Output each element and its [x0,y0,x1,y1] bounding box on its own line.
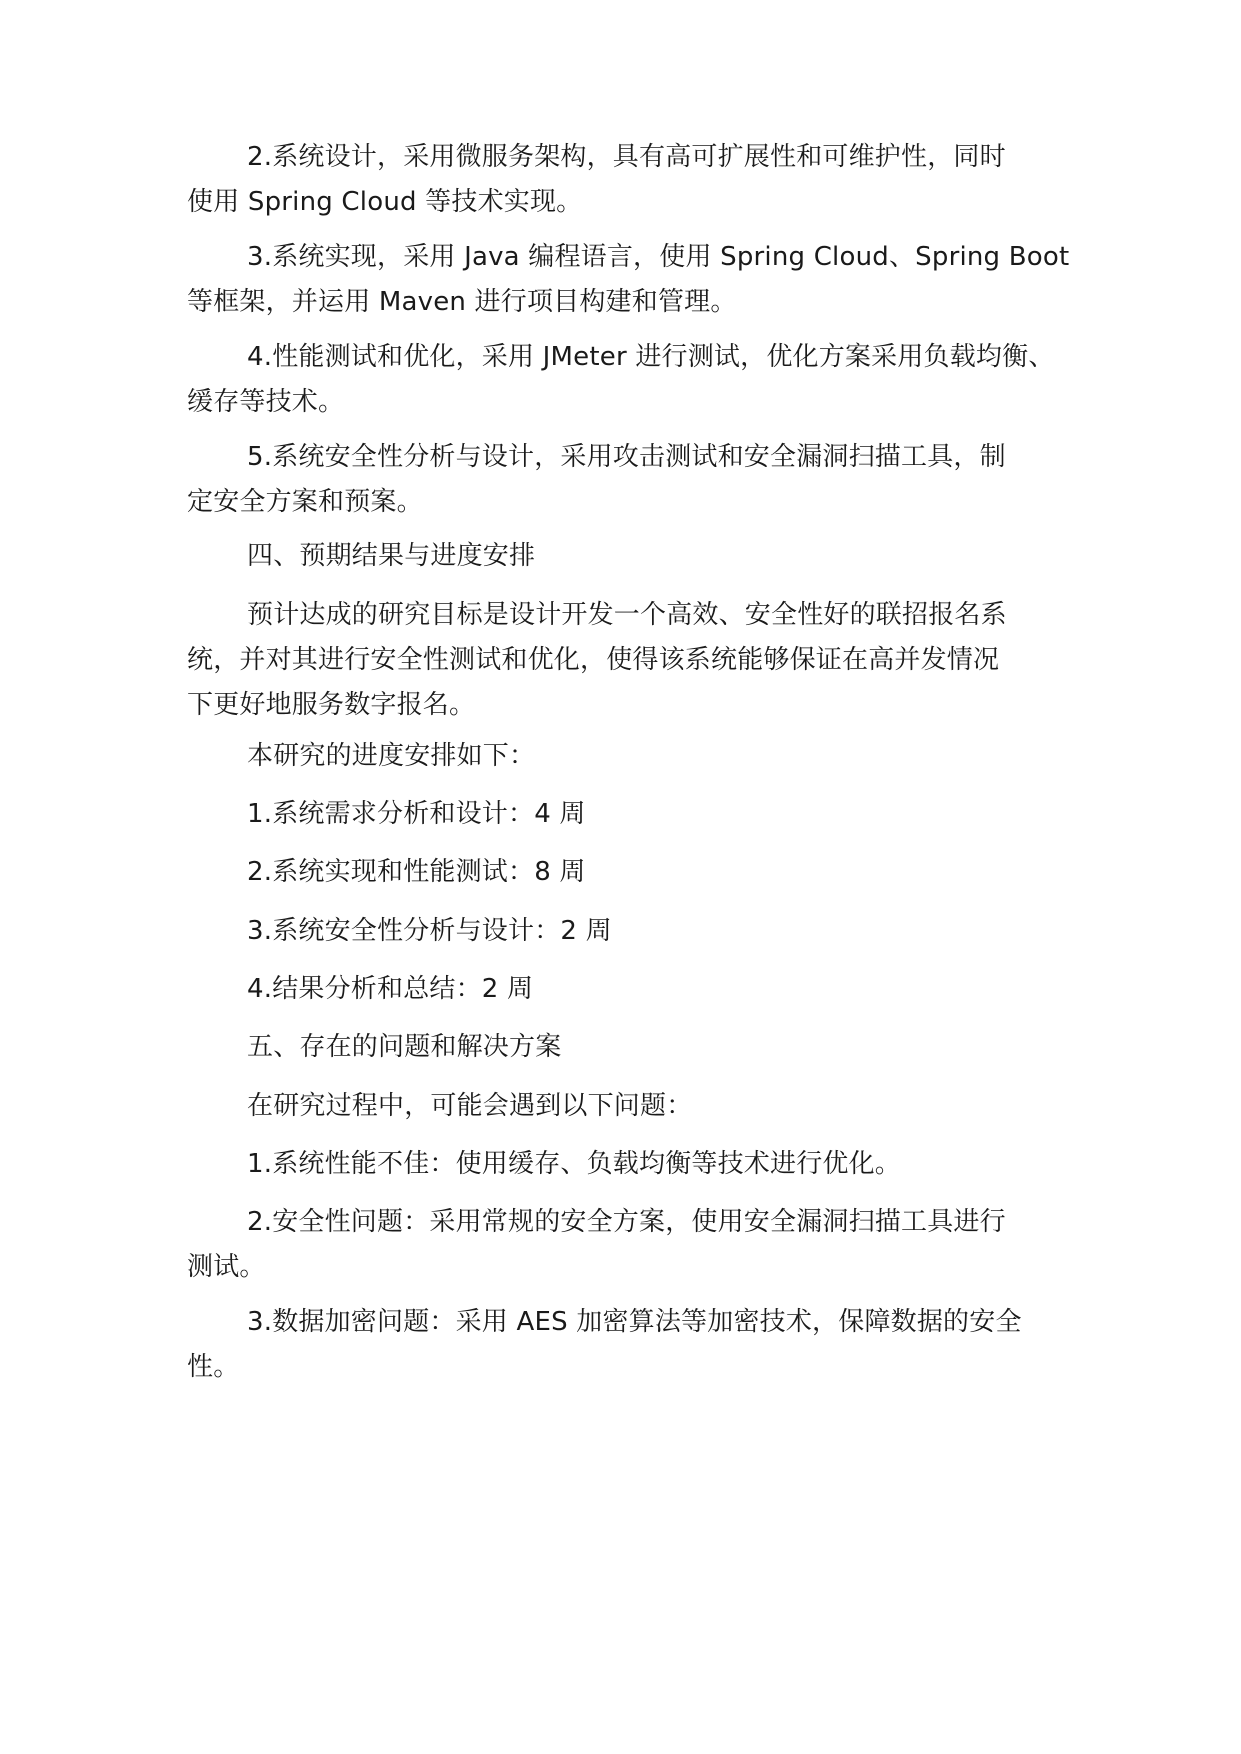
problem-item [187,1142,1067,1187]
section-heading-expected-results [187,534,1067,579]
paragraph-line: 定安全方案和预案。 [187,487,423,517]
paragraph-research-goal [187,593,1067,728]
paragraph-security-analysis [187,435,1067,525]
paragraph-line: 预计达成的研究目标是设计开发一个高效、安全性好的联招报名系 [247,600,1007,630]
section-heading: 五、存在的问题和解决方案 [247,1032,562,1062]
paragraph-performance-testing [187,335,1067,425]
paragraph-line: 本研究的进度安排如下： [247,741,536,771]
paragraph-line: 测试。 [187,1252,266,1282]
schedule-item [187,909,1067,954]
schedule-item [187,850,1067,895]
section-heading-problems [187,1025,1067,1070]
paragraph-line: 1.系统性能不佳：使用缓存、负载均衡等技术进行优化。 [247,1149,902,1179]
paragraph-line: 2.系统设计，采用微服务架构，具有高可扩展性和可维护性，同时 [247,142,1006,172]
section-heading: 四、预期结果与进度安排 [247,541,536,571]
paragraph-line: 5.系统安全性分析与设计，采用攻击测试和安全漏洞扫描工具，制 [247,442,1006,472]
paragraph-line: 3.系统安全性分析与设计：2 周 [247,916,612,946]
paragraph-line: 1.系统需求分析和设计：4 周 [247,799,586,829]
problem-item [187,1200,1067,1290]
problem-item [187,1300,1067,1390]
paragraph-line: 3.数据加密问题：采用 AES 加密算法等加密技术，保障数据的安全 [247,1307,1022,1337]
paragraph-system-design [187,135,1067,225]
paragraph-line: 4.结果分析和总结：2 周 [247,974,534,1004]
schedule-item [187,967,1067,1012]
paragraph-line: 下更好地服务数字报名。 [187,690,476,720]
paragraph-line: 2.系统实现和性能测试：8 周 [247,857,586,887]
paragraph-line: 在研究过程中，可能会遇到以下问题： [247,1091,693,1121]
paragraph-line: 性。 [187,1352,240,1382]
paragraph-line: 4.性能测试和优化，采用 JMeter 进行测试，优化方案采用负载均衡、 [247,342,1055,372]
paragraph-line: 3.系统实现，采用 Java 编程语言，使用 Spring Cloud、Spring Boot [247,242,1070,272]
paragraph-line: 缓存等技术。 [187,387,345,417]
paragraph-line: 统，并对其进行安全性测试和优化，使得该系统能够保证在高并发情况 [187,645,1000,675]
paragraph-schedule-intro [187,734,1067,779]
paragraph-line: 等框架，并运用 Maven 进行项目构建和管理。 [187,287,737,317]
paragraph-line: 使用 Spring Cloud 等技术实现。 [187,187,583,217]
schedule-item [187,792,1067,837]
paragraph-problems-intro [187,1084,1067,1129]
paragraph-system-implementation [187,235,1070,325]
paragraph-line: 2.安全性问题：采用常规的安全方案，使用安全漏洞扫描工具进行 [247,1207,1006,1237]
